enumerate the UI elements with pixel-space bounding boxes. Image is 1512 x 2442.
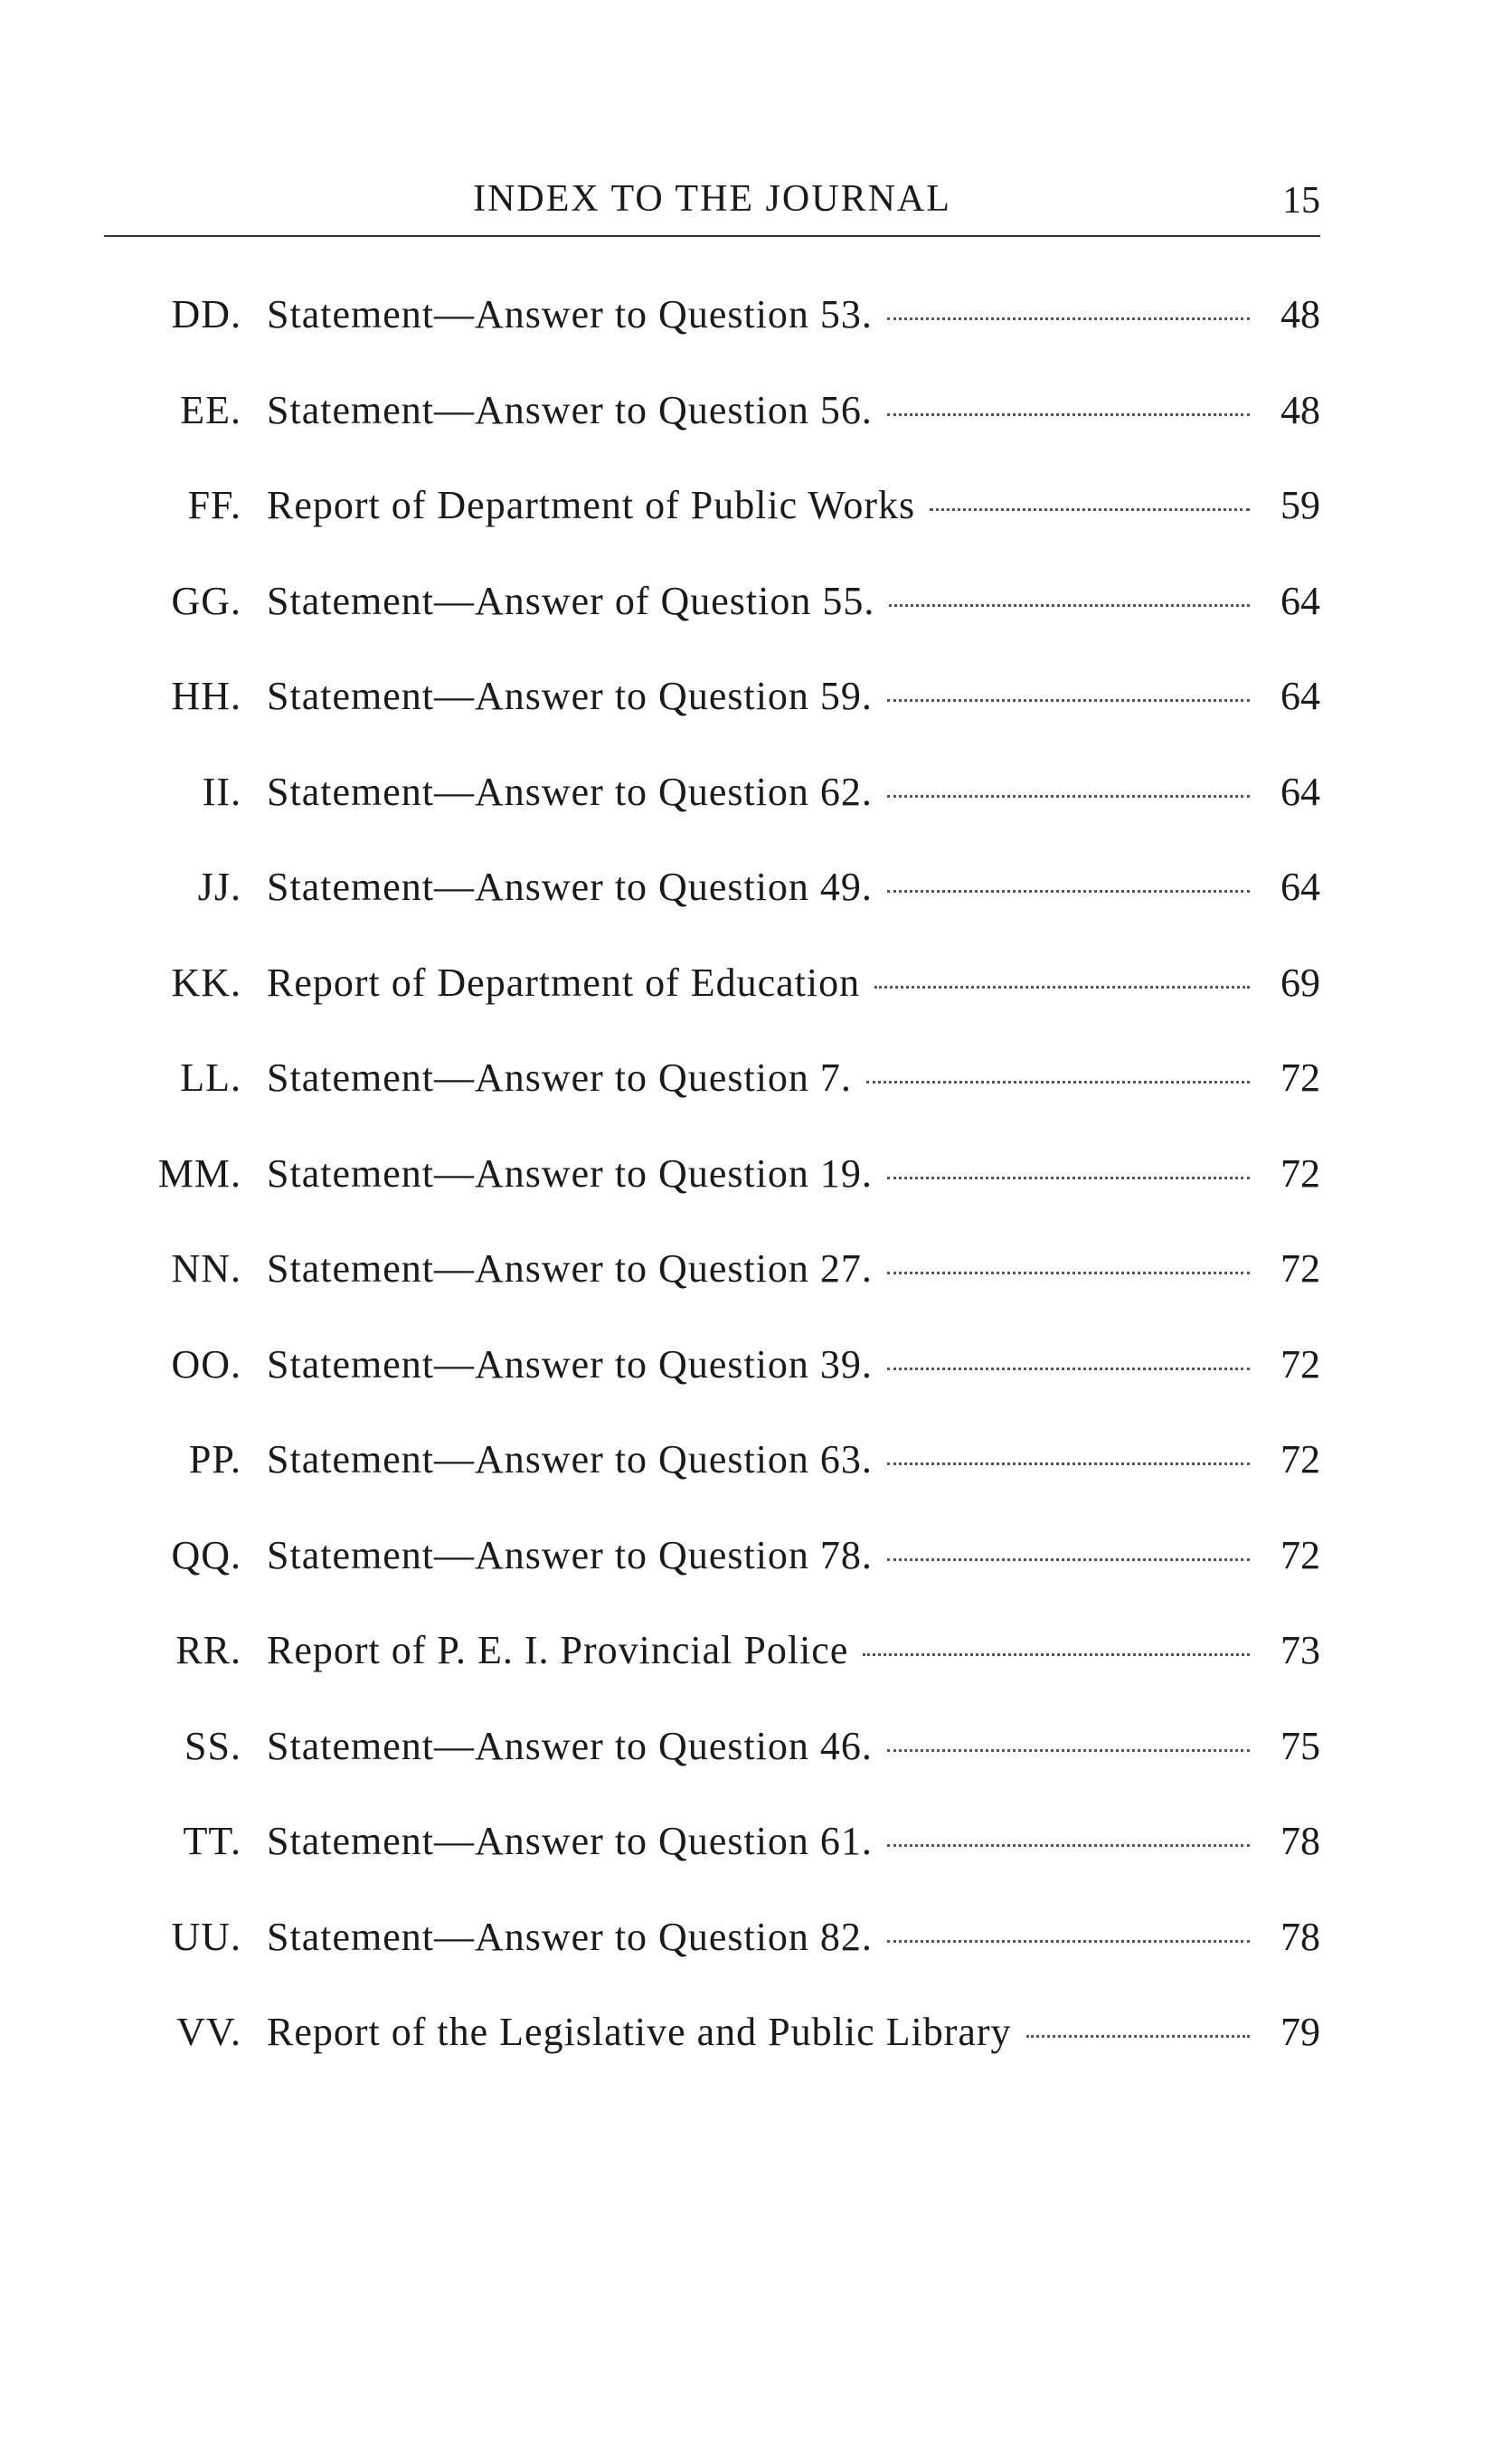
entry-label: UU.	[171, 1914, 241, 1959]
entry-title: Statement—Answer to Question 78.	[267, 1532, 873, 1577]
entry-page-number: 73	[1280, 1628, 1320, 1672]
header-divider	[104, 235, 1320, 237]
entry-label: JJ.	[197, 865, 241, 909]
dot-leader	[887, 1272, 1250, 1274]
entry-title: Statement—Answer to Question 62.	[267, 769, 873, 814]
dot-leader	[887, 1177, 1250, 1179]
entry-title: Statement—Answer to Question 82.	[267, 1914, 873, 1959]
dot-leader	[887, 1558, 1250, 1561]
index-entry	[104, 1529, 1320, 1624]
page-header	[104, 172, 1320, 244]
entry-label: RR.	[175, 1628, 241, 1672]
dot-leader	[887, 1940, 1250, 1943]
entry-page-number: 64	[1280, 865, 1320, 909]
index-entry	[104, 860, 1320, 956]
dot-leader	[887, 317, 1250, 320]
entry-page-number: 78	[1280, 1819, 1320, 1863]
entry-label: TT.	[183, 1819, 241, 1863]
entry-title: Statement—Answer to Question 39.	[267, 1341, 873, 1387]
page-number: 15	[1282, 180, 1320, 222]
entry-page-number: 48	[1280, 292, 1320, 336]
entry-label: OO.	[171, 1341, 241, 1387]
dot-leader	[887, 795, 1250, 798]
dot-leader	[1026, 2035, 1250, 2038]
index-entry	[104, 956, 1320, 1052]
entry-page-number: 64	[1280, 578, 1320, 623]
dot-leader	[930, 508, 1250, 511]
index-entry	[104, 478, 1320, 574]
index-entry	[104, 1147, 1320, 1243]
index-entry	[104, 765, 1320, 861]
entry-page-number: 69	[1280, 960, 1320, 1005]
entry-page-number: 78	[1280, 1914, 1320, 1959]
entry-label: MM.	[157, 1150, 241, 1196]
entry-title: Statement—Answer to Question 46.	[267, 1723, 873, 1768]
index-entry	[104, 1623, 1320, 1719]
index-entry	[104, 2005, 1320, 2101]
entry-title: Statement—Answer to Question 61.	[267, 1819, 873, 1863]
dot-leader	[887, 413, 1250, 416]
entry-label: II.	[202, 769, 241, 814]
entry-page-number: 72	[1280, 1055, 1320, 1100]
dot-leader	[887, 890, 1250, 893]
entry-page-number: 59	[1280, 483, 1320, 527]
entry-label: GG.	[171, 578, 241, 623]
dot-leader	[866, 1081, 1250, 1084]
entry-label: EE.	[180, 387, 241, 432]
entry-page-number: 72	[1280, 1341, 1320, 1387]
entry-label: KK.	[171, 960, 241, 1005]
entry-page-number: 79	[1280, 2010, 1320, 2054]
entry-page-number: 72	[1280, 1150, 1320, 1196]
index-entry	[104, 669, 1320, 765]
dot-leader	[889, 604, 1250, 607]
entry-page-number: 48	[1280, 387, 1320, 432]
entry-page-number: 72	[1280, 1532, 1320, 1577]
entry-label: FF.	[187, 483, 241, 527]
dot-leader	[887, 699, 1250, 702]
entry-title: Statement—Answer to Question 56.	[267, 387, 873, 432]
entry-title: Report of Department of Education	[267, 960, 861, 1005]
dot-leader	[887, 1749, 1250, 1752]
page-title: INDEX TO THE JOURNAL	[473, 178, 951, 220]
entry-label: LL.	[180, 1055, 241, 1100]
entry-label: SS.	[184, 1723, 241, 1768]
dot-leader	[887, 1844, 1250, 1847]
entry-title: Statement—Answer to Question 59.	[267, 674, 873, 718]
entry-page-number: 72	[1280, 1437, 1320, 1481]
entry-title: Report of Department of Public Works	[267, 483, 916, 527]
index-entry	[104, 1338, 1320, 1434]
entry-page-number: 64	[1280, 769, 1320, 814]
entry-label: HH.	[171, 674, 241, 718]
index-entry	[104, 1433, 1320, 1529]
entry-label: NN.	[171, 1246, 241, 1291]
dot-leader	[863, 1653, 1250, 1656]
index-entry	[104, 574, 1320, 670]
entry-title: Statement—Answer to Question 63.	[267, 1437, 873, 1481]
entry-title: Statement—Answer to Question 53.	[267, 292, 873, 336]
entry-title: Statement—Answer to Question 27.	[267, 1246, 873, 1291]
entry-title: Statement—Answer to Question 7.	[267, 1055, 852, 1100]
entry-title: Report of P. E. I. Provincial Police	[267, 1628, 849, 1672]
index-entry	[104, 288, 1320, 383]
entry-label: DD.	[171, 292, 241, 336]
entry-label: PP.	[188, 1437, 241, 1481]
index-entry	[104, 1814, 1320, 1910]
entry-page-number: 64	[1280, 674, 1320, 718]
index-entry	[104, 1242, 1320, 1338]
dot-leader	[887, 1462, 1250, 1465]
dot-leader	[887, 1368, 1250, 1370]
index-entry	[104, 1051, 1320, 1147]
dot-leader	[874, 986, 1250, 989]
index-list	[104, 288, 1320, 2101]
entry-title: Statement—Answer to Question 49.	[267, 865, 873, 909]
index-entry	[104, 1719, 1320, 1815]
entry-title: Statement—Answer to Question 19.	[267, 1150, 873, 1196]
entry-page-number: 75	[1280, 1723, 1320, 1768]
index-entry	[104, 1910, 1320, 2006]
entry-page-number: 72	[1280, 1246, 1320, 1291]
index-entry	[104, 383, 1320, 479]
entry-label: QQ.	[171, 1532, 241, 1577]
entry-title: Report of the Legislative and Public Library	[267, 2010, 1012, 2054]
entry-label: VV.	[176, 2010, 241, 2054]
entry-title: Statement—Answer of Question 55.	[267, 578, 875, 623]
